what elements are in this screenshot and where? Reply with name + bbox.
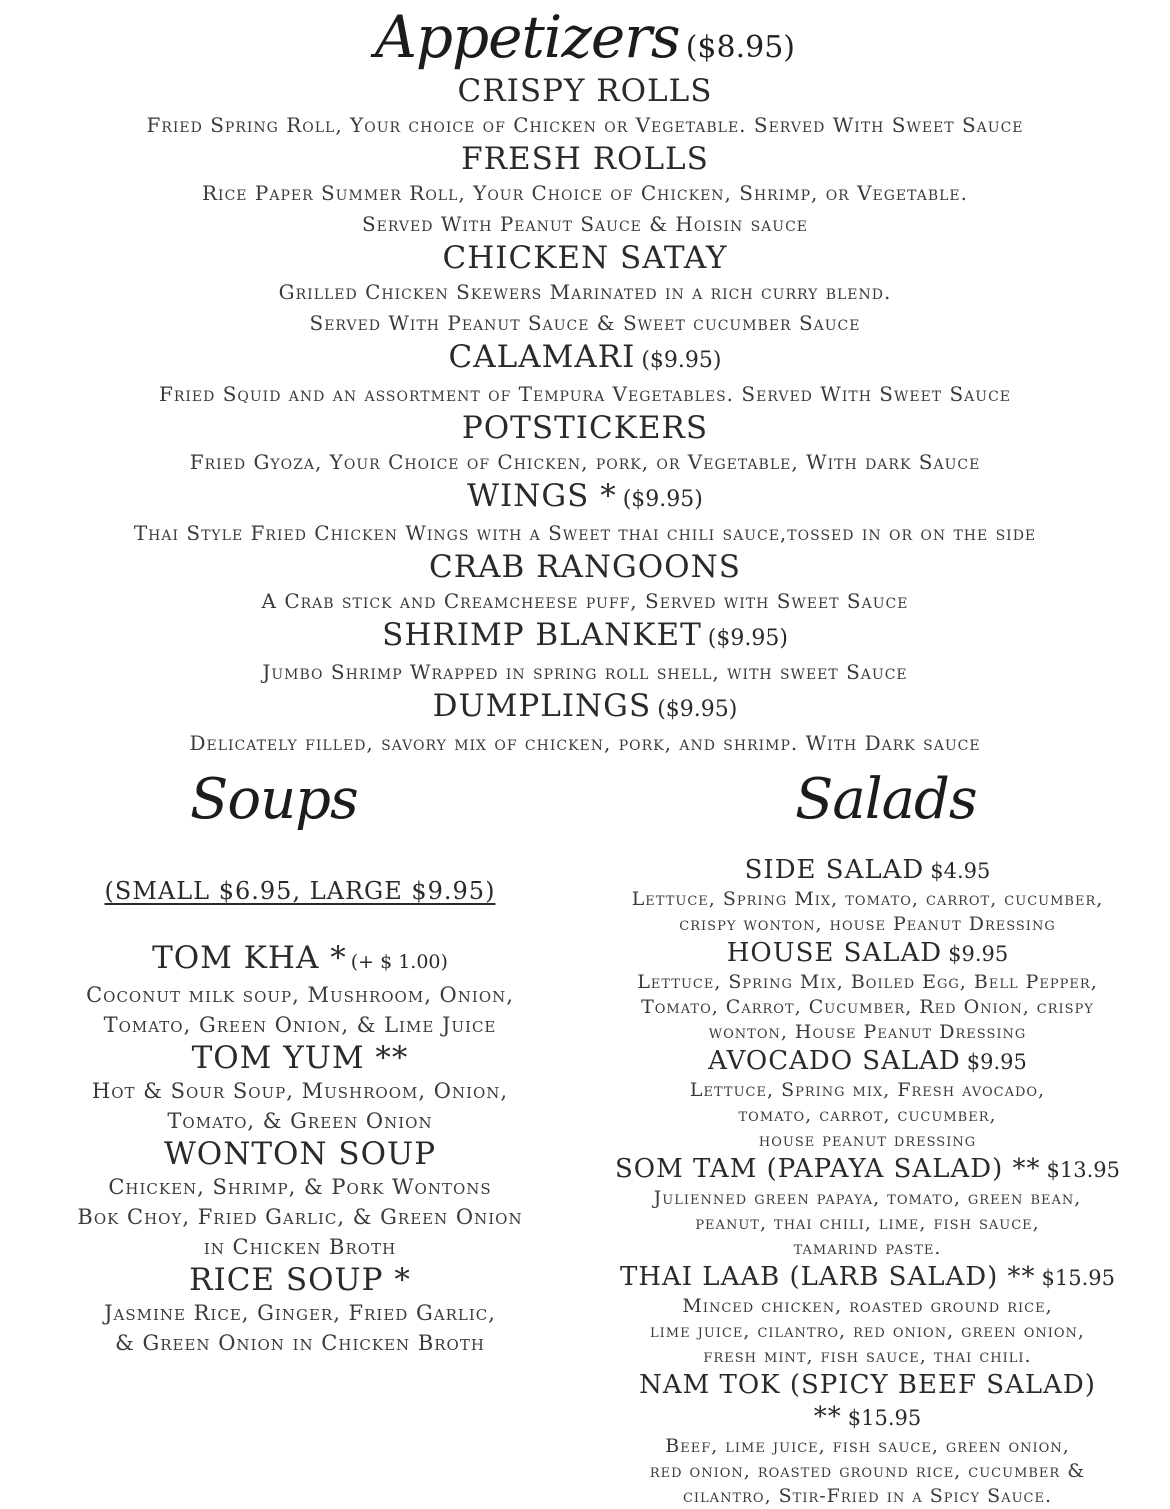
item-description: in Chicken Broth — [203, 1235, 397, 1259]
item-name: TOM KHA * — [152, 940, 347, 976]
item-description: Bok Choy, Fried Garlic, & Green Onion — [77, 1205, 523, 1229]
item-description: Tomato, & Green Onion — [167, 1109, 433, 1133]
item-name-line — [40, 1040, 560, 1076]
menu-item — [0, 410, 1170, 478]
item-description: Jasmine Rice, Ginger, Fried Garlic, — [104, 1301, 496, 1325]
item-description: Lettuce, Spring Mix, tomato, carrot, cucumber, — [631, 888, 1104, 910]
appetizers-price: ($8.95) — [685, 30, 795, 65]
item-price-note: (+ $ 1.00) — [350, 951, 448, 973]
item-name-line — [40, 1136, 560, 1172]
item-name: SIDE SALAD — [744, 855, 925, 885]
item-description: Fried Gyoza, Your Choice of Chicken, pork, or Vegetable, With dark Sauce — [189, 450, 981, 474]
item-description: Chicken, Shrimp, & Pork Wontons — [108, 1175, 492, 1199]
item-price: $15.95 — [847, 1406, 922, 1430]
item-description: peanut, thai chili, lime, fish sauce, — [695, 1212, 1040, 1234]
item-price: ($9.95) — [622, 487, 703, 512]
soups-title: Soups — [190, 767, 358, 832]
item-name-line — [0, 549, 1170, 586]
item-name-line — [600, 854, 1135, 887]
soups-list — [40, 940, 560, 1358]
item-name-line — [0, 141, 1170, 178]
item-name-line — [0, 73, 1170, 110]
item-name: FRESH ROLLS — [461, 141, 709, 177]
item-name: AVOCADO SALAD — [708, 1046, 961, 1076]
item-description: Lettuce, Spring Mix, Boiled Egg, Bell Pepper, — [637, 971, 1098, 993]
item-name-line — [40, 940, 560, 980]
item-name-line — [0, 688, 1170, 728]
item-price: $4.95 — [930, 859, 991, 883]
menu-item — [0, 549, 1170, 617]
menu-item — [0, 339, 1170, 410]
item-name-line — [600, 1369, 1135, 1434]
item-description: red onion, roasted ground rice, cucumber & — [649, 1460, 1086, 1482]
item-description: Thai Style Fried Chicken Wings with a Sweet thai chili sauce,tossed in or on the side — [133, 521, 1037, 545]
item-name: CHICKEN SATAY — [442, 240, 728, 276]
item-name: POTSTICKERS — [461, 410, 709, 446]
menu-item — [600, 854, 1135, 937]
item-name-line — [600, 1261, 1135, 1294]
item-name-line — [0, 478, 1170, 518]
item-price: ($9.95) — [641, 348, 722, 373]
menu-item — [0, 617, 1170, 688]
item-description: house peanut dressing — [758, 1129, 977, 1151]
item-description: Jumbo Shrimp Wrapped in spring roll shell, with sweet Sauce — [262, 660, 908, 684]
menu-item — [600, 1153, 1135, 1261]
item-description: cilantro, Stir-Fried in a Spicy Sauce. — [682, 1485, 1053, 1507]
menu-item — [40, 940, 560, 1040]
item-description: Lettuce, Spring mix, Fresh avocado, — [689, 1079, 1046, 1101]
item-name: CRAB RANGOONS — [429, 549, 741, 585]
menu-item — [600, 937, 1135, 1045]
item-name-line — [0, 240, 1170, 277]
item-description: Delicately filled, savory mix of chicken, pork, and shrimp. With Dark sauce — [189, 731, 981, 755]
item-description: wonton, House Peanut Dressing — [708, 1021, 1027, 1043]
item-name: SOM TAM (PAPAYA SALAD) ** — [614, 1154, 1041, 1184]
item-description: Served With Peanut Sauce & Hoisin sauce — [361, 212, 809, 236]
menu-item — [0, 688, 1170, 759]
menu-item — [600, 1261, 1135, 1369]
item-description: & Green Onion in Chicken Broth — [115, 1331, 485, 1355]
item-name: DUMPLINGS — [432, 688, 652, 724]
menu-item — [600, 1369, 1135, 1509]
item-name-line — [0, 410, 1170, 447]
item-description: lime juice, cilantro, red onion, green onion, — [650, 1320, 1085, 1342]
appetizers-list — [0, 73, 1170, 759]
soups-price-note: (SMALL $6.95, LARGE $9.95) — [104, 877, 496, 905]
item-price: $13.95 — [1046, 1158, 1120, 1182]
item-description: A Crab stick and Creamcheese puff, Served with Sweet Sauce — [261, 589, 909, 613]
item-description: Hot & Sour Soup, Mushroom, Onion, — [91, 1079, 509, 1103]
item-name: CRISPY ROLLS — [457, 73, 713, 109]
menu-item — [0, 73, 1170, 141]
salads-title: Salads — [795, 767, 977, 832]
item-name-line — [40, 1262, 560, 1298]
item-name: SHRIMP BLANKET — [382, 617, 702, 653]
menu-item — [600, 1045, 1135, 1153]
item-price: $9.95 — [948, 942, 1009, 966]
menu-item — [0, 478, 1170, 549]
item-price: $15.95 — [1041, 1266, 1116, 1290]
item-price: ($9.95) — [707, 626, 788, 651]
item-description: tamarind paste. — [793, 1237, 942, 1259]
item-description: Grilled Chicken Skewers Marinated in a rich curry blend. — [278, 280, 892, 304]
item-price: ($9.95) — [657, 697, 738, 722]
item-name: WONTON SOUP — [163, 1136, 437, 1172]
item-description: Rice Paper Summer Roll, Your Choice of Chicken, Shrimp, or Vegetable. — [202, 181, 968, 205]
item-description: fresh mint, fish sauce, thai chili. — [703, 1345, 1032, 1367]
item-description: Coconut milk soup, Mushroom, Onion, — [86, 983, 514, 1007]
item-description: Tomato, Carrot, Cucumber, Red Onion, crispy — [641, 996, 1094, 1018]
item-description: Julienned green papaya, tomato, green bean, — [653, 1187, 1082, 1209]
item-name-line — [600, 1153, 1135, 1186]
menu-item — [40, 1262, 560, 1358]
item-name: NAM TOK (SPICY BEEF SALAD) ** — [639, 1370, 1096, 1432]
item-name: HOUSE SALAD — [726, 938, 943, 968]
item-description: Minced chicken, roasted ground rice, — [682, 1295, 1053, 1317]
item-description: Fried Squid and an assortment of Tempura Vegetables. Served With Sweet Sauce — [158, 382, 1012, 406]
item-description: Beef, lime juice, fish sauce, green onion, — [665, 1435, 1070, 1457]
item-name: TOM YUM ** — [191, 1040, 409, 1076]
item-price: $9.95 — [966, 1050, 1027, 1074]
menu-item — [40, 1136, 560, 1262]
item-description: tomato, carrot, cucumber, — [738, 1104, 997, 1126]
appetizers-title: Appetizers — [375, 3, 680, 71]
menu-item — [0, 240, 1170, 339]
item-name: THAI LAAB (LARB SALAD) ** — [619, 1262, 1036, 1292]
item-name-line — [0, 339, 1170, 379]
item-description: Fried Spring Roll, Your choice of Chicken or Vegetable. Served With Sweet Sauce — [146, 113, 1024, 137]
menu-item — [0, 141, 1170, 240]
item-description: Tomato, Green Onion, & Lime Juice — [103, 1013, 497, 1037]
item-name: CALAMARI — [448, 339, 636, 375]
item-name-line — [0, 617, 1170, 657]
item-description: crispy wonton, house Peanut Dressing — [679, 913, 1056, 935]
item-description: Served With Peanut Sauce & Sweet cucumber Sauce — [309, 311, 861, 335]
menu-item — [40, 1040, 560, 1136]
salads-list — [600, 854, 1135, 1509]
item-name-line — [600, 937, 1135, 970]
item-name: RICE SOUP * — [189, 1262, 411, 1298]
item-name-line — [600, 1045, 1135, 1078]
item-name: WINGS * — [467, 478, 617, 514]
